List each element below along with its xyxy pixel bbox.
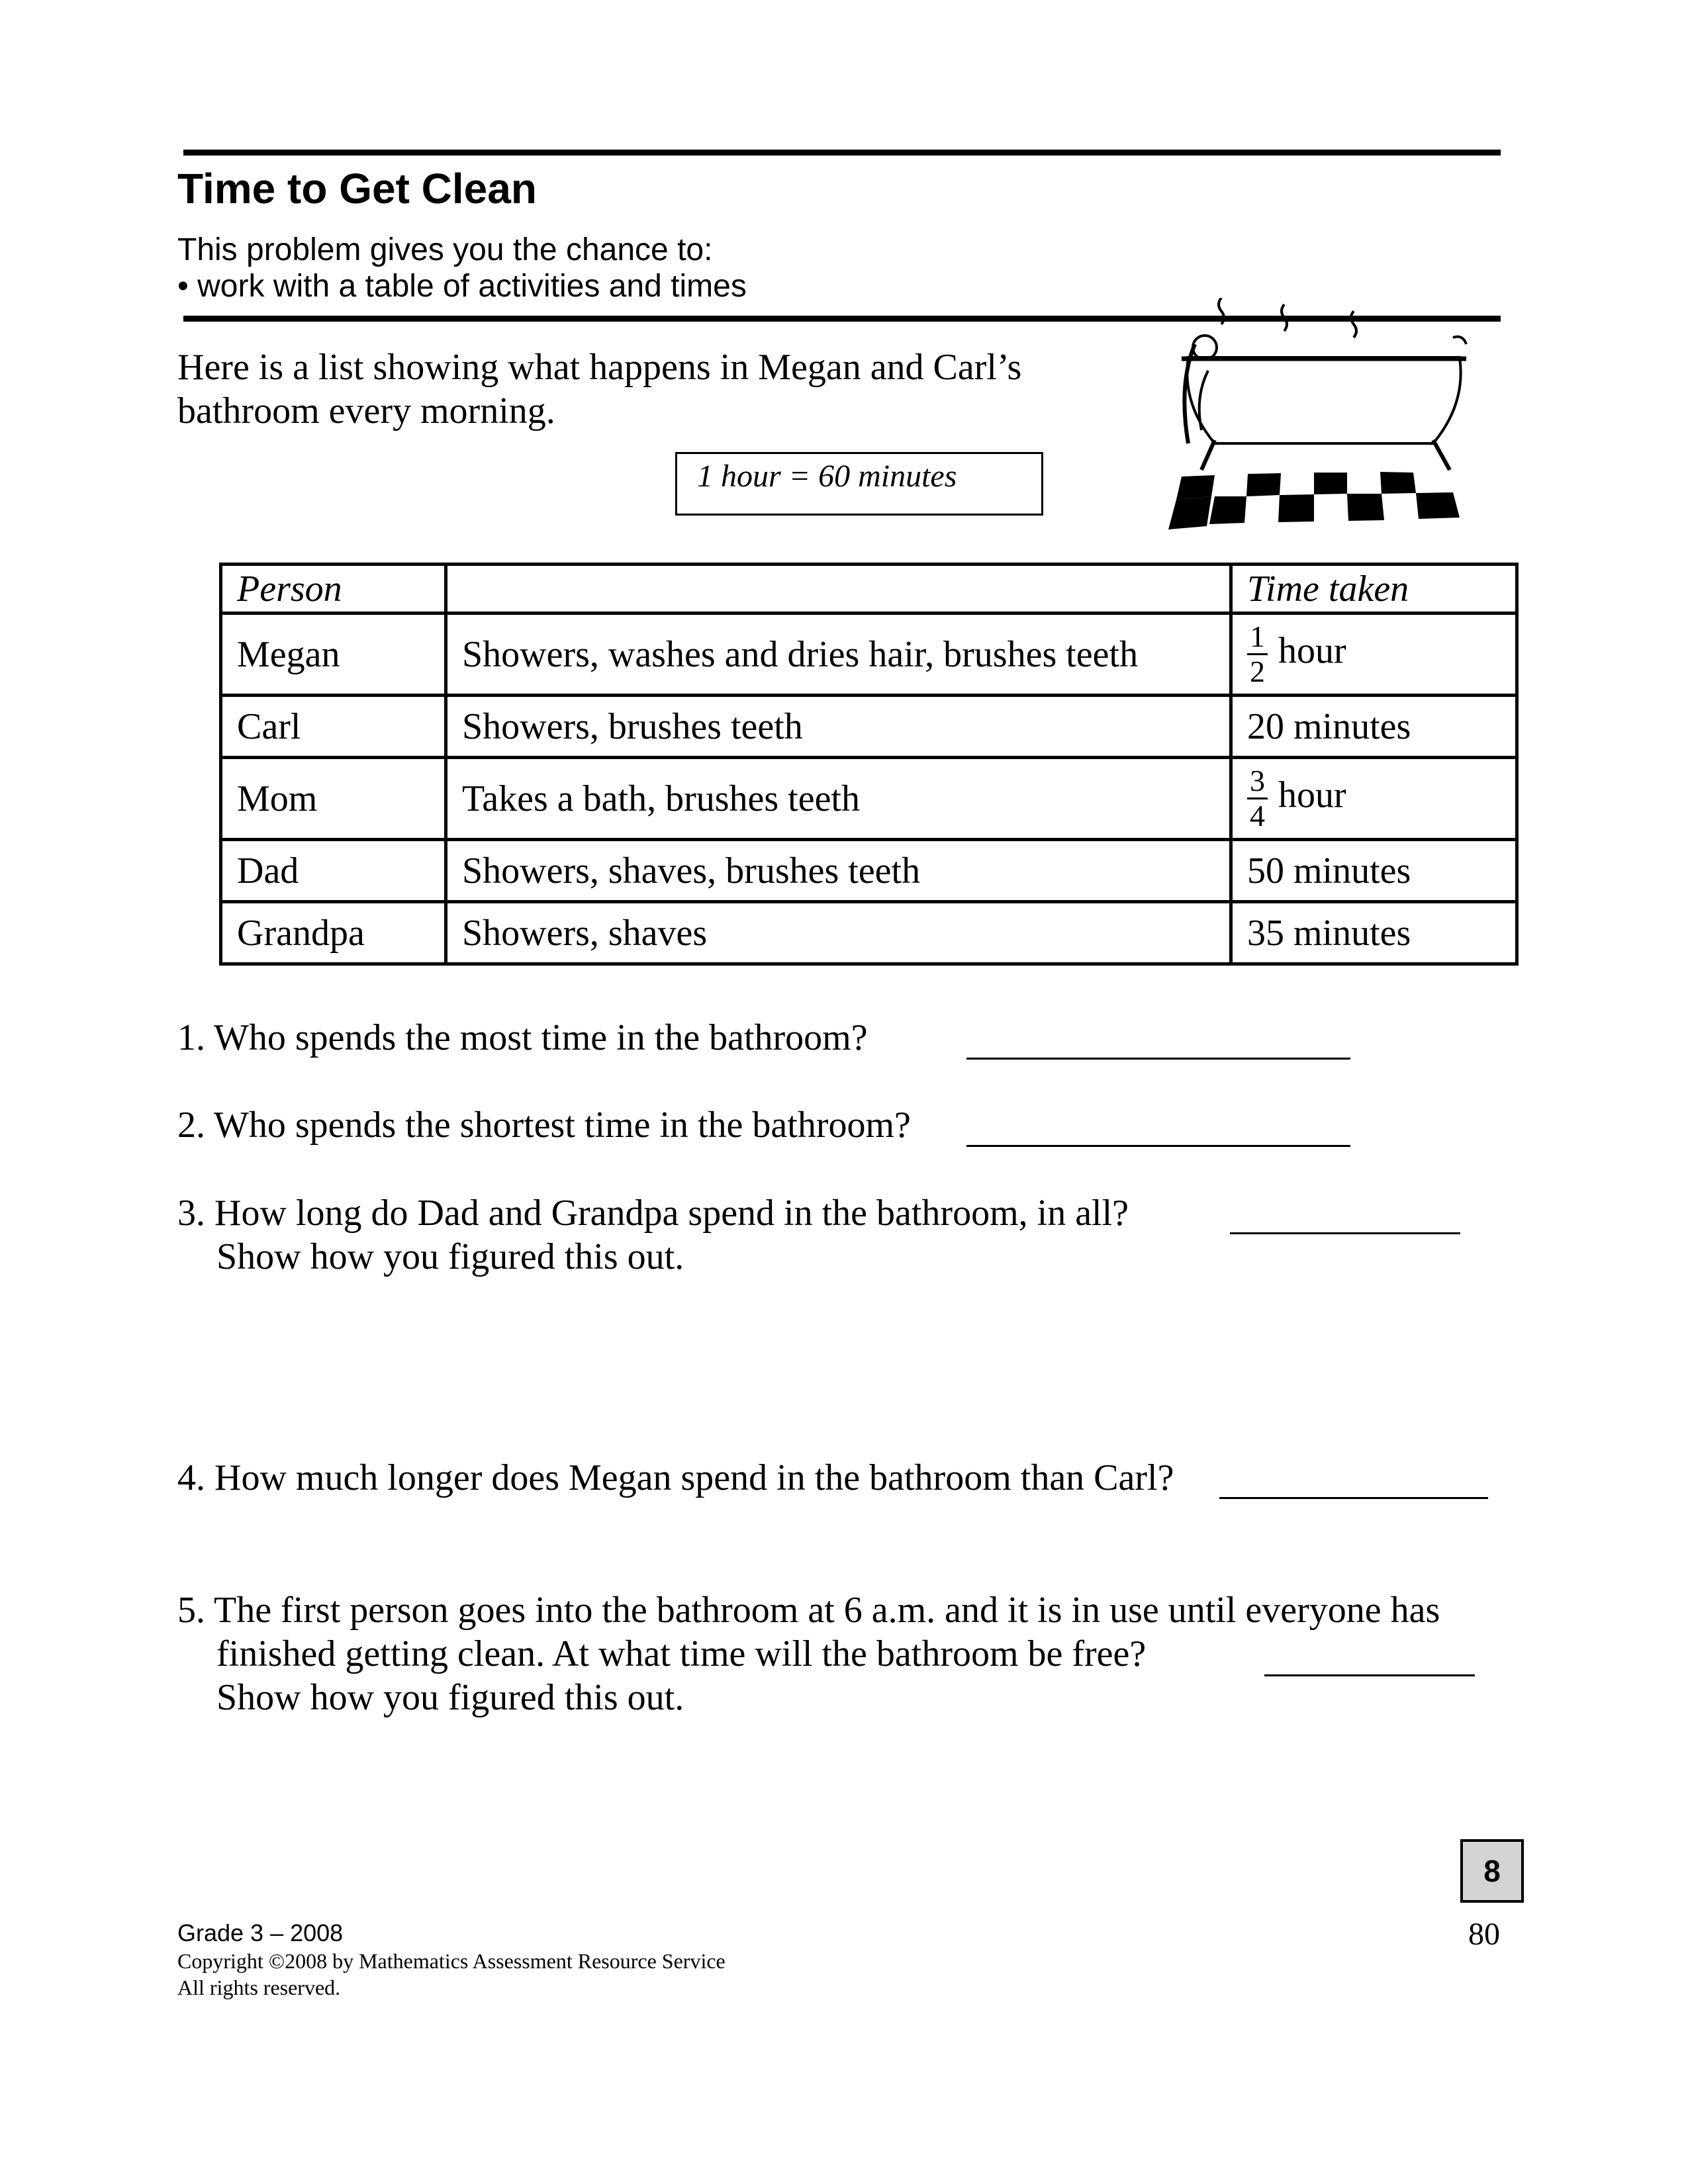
table-row — [221, 902, 1517, 964]
question-2: 2. Who spends the shortest time in the bathroom? — [177, 1105, 911, 1146]
table-row — [221, 758, 1517, 840]
question-3-instruction: Show how you figured this out. — [216, 1236, 684, 1277]
activity-cell: Showers, shaves — [446, 902, 1231, 964]
bather-foot — [1453, 337, 1466, 344]
objective-bullet: • work with a table of activities and times — [177, 269, 747, 304]
footer-rights: All rights reserved. — [177, 1976, 341, 1999]
answer-blank-4[interactable] — [1219, 1497, 1488, 1499]
header-person: Person — [221, 565, 446, 614]
steam-line — [1219, 298, 1224, 324]
fraction-numerator: 1 — [1247, 620, 1268, 655]
activity-cell: Showers, washes and dries hair, brushes teeth — [446, 614, 1231, 696]
activity-cell: Takes a bath, brushes teeth — [446, 758, 1231, 840]
page-title: Time to Get Clean — [177, 165, 537, 212]
fraction — [1247, 764, 1268, 833]
person-cell: Grandpa — [221, 902, 446, 964]
question-5-instruction: Show how you figured this out. — [216, 1677, 684, 1718]
steam-line — [1351, 311, 1356, 338]
subtitle: This problem gives you the chance to: — [177, 232, 713, 267]
footer-grade: Grade 3 – 2008 — [177, 1919, 344, 1946]
time-cell: 35 minutes — [1231, 902, 1517, 964]
fraction-numerator: 3 — [1247, 764, 1268, 799]
bather-head — [1193, 336, 1217, 359]
conversion-note: 1 hour = 60 minutes — [675, 452, 1043, 516]
person-cell: Megan — [221, 614, 446, 696]
footer-copyright: Copyright ©2008 by Mathematics Assessment Resource Service — [177, 1949, 726, 1973]
activity-cell: Showers, brushes teeth — [446, 696, 1231, 758]
header-activity — [446, 565, 1231, 614]
question-4: 4. How much longer does Megan spend in the bathroom than Carl? — [177, 1457, 1174, 1498]
question-5: 5. The first person goes into the bathroom at 6 a.m. and it is in use until everyone has — [177, 1590, 1440, 1631]
bathtub-illustration — [1168, 298, 1479, 543]
table-header-row — [221, 565, 1517, 614]
page-number: 80 — [1468, 1917, 1500, 1952]
header-time: Time taken — [1231, 565, 1517, 614]
table-row — [221, 614, 1517, 696]
top-rule — [183, 150, 1501, 156]
time-cell — [1231, 614, 1517, 696]
hair-line — [1199, 371, 1208, 430]
fraction — [1247, 620, 1268, 688]
answer-blank-2[interactable] — [966, 1145, 1350, 1147]
time-cell: 50 minutes — [1231, 840, 1517, 902]
person-cell: Mom — [221, 758, 446, 840]
question-1: 1. Who spends the most time in the bathroom? — [177, 1017, 868, 1058]
fraction-denominator: 4 — [1250, 799, 1265, 833]
person-cell: Carl — [221, 696, 446, 758]
time-cell — [1231, 758, 1517, 840]
table-row — [221, 840, 1517, 902]
table-row — [221, 696, 1517, 758]
time-cell: 20 minutes — [1231, 696, 1517, 758]
steam-line — [1282, 304, 1287, 331]
activity-time-table — [219, 563, 1519, 966]
person-cell: Dad — [221, 840, 446, 902]
intro-text: Here is a list showing what happens in Megan and Carl’s bathroom every morning. — [177, 347, 1022, 432]
fraction-denominator: 2 — [1250, 655, 1265, 688]
question-5-line-2: finished getting clean. At what time will the bathroom be free? — [216, 1633, 1147, 1674]
activity-cell: Showers, shaves, brushes teeth — [446, 840, 1231, 902]
checkered-floor — [1168, 472, 1460, 529]
question-3: 3. How long do Dad and Grandpa spend in the bathroom, in all? — [177, 1193, 1129, 1234]
time-unit: hour — [1278, 774, 1346, 816]
score-box: 8 — [1460, 1839, 1524, 1903]
answer-blank-3[interactable] — [1230, 1232, 1460, 1234]
answer-blank-5[interactable] — [1264, 1674, 1475, 1676]
time-unit: hour — [1278, 630, 1346, 672]
tub-body — [1187, 357, 1460, 443]
answer-blank-1[interactable] — [966, 1058, 1350, 1060]
